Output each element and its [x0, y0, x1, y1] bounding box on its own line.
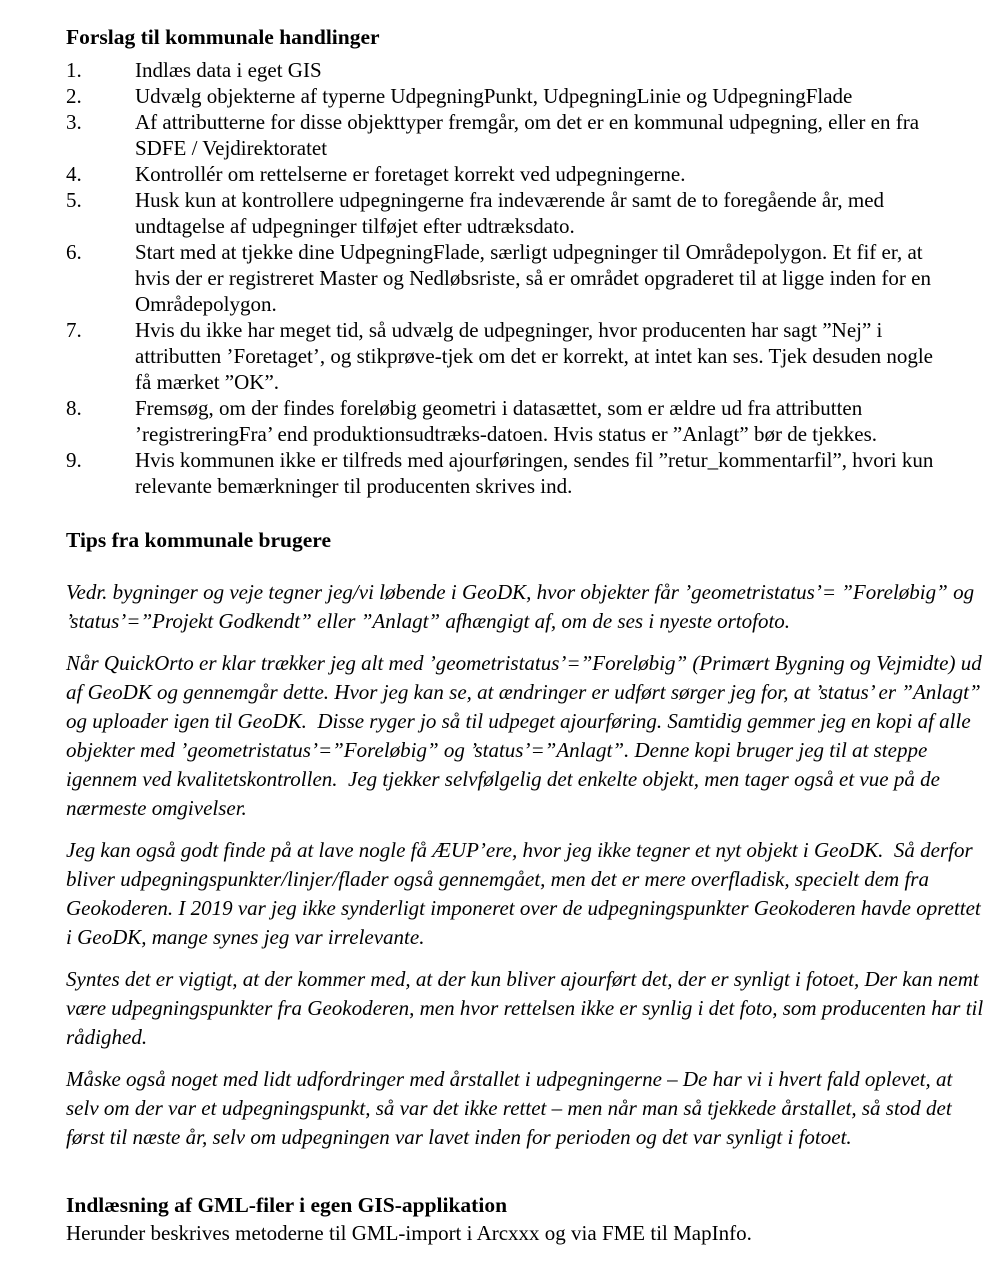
list-item-number: 3.: [66, 110, 82, 134]
list-item-text: Husk kun at kontrollere udpegningerne fra indeværende år samt de to foregående år, med undtagelse af udpegninger tilføjet efter udtræksdato.: [135, 188, 885, 238]
list-item-number: 6.: [66, 240, 82, 264]
list-item: [66, 161, 990, 187]
tips-paragraph: Måske også noget med lidt udfordringer med årstallet i udpegningerne – De har vi i hvert fald oplevet, at selv om der var et udpegningspunkt, så var det ikke rettet – men når man så tjekkede årstallet, så stod det først til næste år, selv om udpegningen var lavet inden for perioden og det var synligt i fotoet.: [66, 1067, 958, 1149]
tips-paragraph: Jeg kan også godt finde på at lave nogle få ÆUP’ere, hvor jeg ikke tegner et nyt objekt i GeoDK. Så derfor bliver udpegningspunkter/linjer/flader også gennemgået, men det er mere overfladisk, specielt dem fra Geokoderen. I 2019 var jeg ikke synderligt imponeret over de udpegningspunkter Geokoderen havde oprettet i GeoDK, mange synes jeg var irrelevante.: [66, 838, 987, 949]
section-heading-tips: Tips fra kommunale brugere: [66, 528, 331, 552]
list-item-number: 4.: [66, 162, 82, 186]
list-item: [66, 83, 990, 109]
tips-paragraph: Når QuickOrto er klar trækker jeg alt med ’geometristatus’=”Foreløbig” (Primært Bygning og Vejmidte) ud af GeoDK og gennemgår dette. Hvor jeg kan se, at ændringer er udført sørger jeg for, at ’status’ er ”Anlagt” og uploader igen til GeoDK. Disse ryger jo så til udpeget ajourføring. Samtidig gemmer jeg en kopi af alle objekter med ’geometristatus’=”Foreløbig” og ’status’=”Anlagt”. Denne kopi bruger jeg til at steppe igennem ved kvalitetskontrollen. Jeg tjekker selvfølgelig det enkelte objekt, men tager også et vue på de nærmeste omgivelser.: [66, 651, 987, 820]
section-heading-forslag: Forslag til kommunale handlinger: [66, 25, 380, 49]
list-item-text: Kontrollér om rettelserne er foretaget korrekt ved udpegningerne.: [135, 162, 686, 186]
list-item-number: 1.: [66, 58, 82, 82]
list-item: [66, 239, 990, 317]
list-item-text: Fremsøg, om der findes foreløbig geometri i datasættet, som er ældre ud fra attributten ’registreringFra’ end produktionsudtræks-datoen. Hvis status er ”Anlagt” bør de tjekkes.: [135, 396, 878, 446]
list-item: [66, 109, 990, 161]
list-item-number: 2.: [66, 84, 82, 108]
section-heading-gml: Indlæsning af GML-filer i egen GIS-applikation: [66, 1193, 508, 1217]
list-item: [66, 395, 990, 447]
gml-intro-text: Herunder beskrives metoderne til GML-import i Arcxxx og via FME til MapInfo.: [66, 1221, 752, 1245]
list-item: [66, 317, 990, 395]
list-item-number: 5.: [66, 188, 82, 212]
list-item: [66, 447, 990, 499]
tips-paragraph: Syntes det er vigtigt, at der kommer med, at der kun bliver ajourført det, der er synligt i fotoet, Der kan nemt være udpegningspunkter fra Geokoderen, men hvor rettelsen ikke er synlig i det foto, som producenten har til rådighed.: [66, 967, 989, 1049]
list-item-text: Indlæs data i eget GIS: [135, 58, 322, 82]
forslag-numbered-list: [66, 57, 990, 499]
list-item-text: Udvælg objekterne af typerne UdpegningPunkt, UdpegningLinie og UdpegningFlade: [135, 84, 853, 108]
list-item: [66, 57, 990, 83]
list-item-number: 8.: [66, 396, 82, 420]
list-item-number: 9.: [66, 448, 82, 472]
list-item-number: 7.: [66, 318, 82, 342]
list-item: [66, 187, 990, 239]
list-item-text: Hvis du ikke har meget tid, så udvælg de udpegninger, hvor producenten har sagt ”Nej” i attributten ’Foretaget’, og stikprøve-tjek om det er korrekt, at intet kan ses. Tjek desuden nogle få mærket ”OK”.: [135, 318, 933, 394]
list-item-text: Start med at tjekke dine UdpegningFlade, særligt udpegninger til Områdepolygon. Et fif er, at hvis der er registreret Master og Nedløbsriste, så er området opgraderet til at ligge inden for en Områdepolygon.: [135, 240, 931, 316]
list-item-text: Af attributterne for disse objekttyper fremgår, om det er en kommunal udpegning, eller en fra SDFE / Vejdirektoratet: [135, 110, 920, 160]
tips-paragraph: Vedr. bygninger og veje tegner jeg/vi løbende i GeoDK, hvor objekter får ’geometristatus’= ”Foreløbig” og ’status’=”Projekt Godkendt” eller ”Anlagt” afhængigt af, om de ses i nyeste ortofoto.: [66, 580, 980, 633]
list-item-text: Hvis kommunen ikke er tilfreds med ajourføringen, sendes fil ”retur_kommentarfil”, hvori kun relevante bemærkninger til producenten skrives ind.: [135, 448, 934, 498]
